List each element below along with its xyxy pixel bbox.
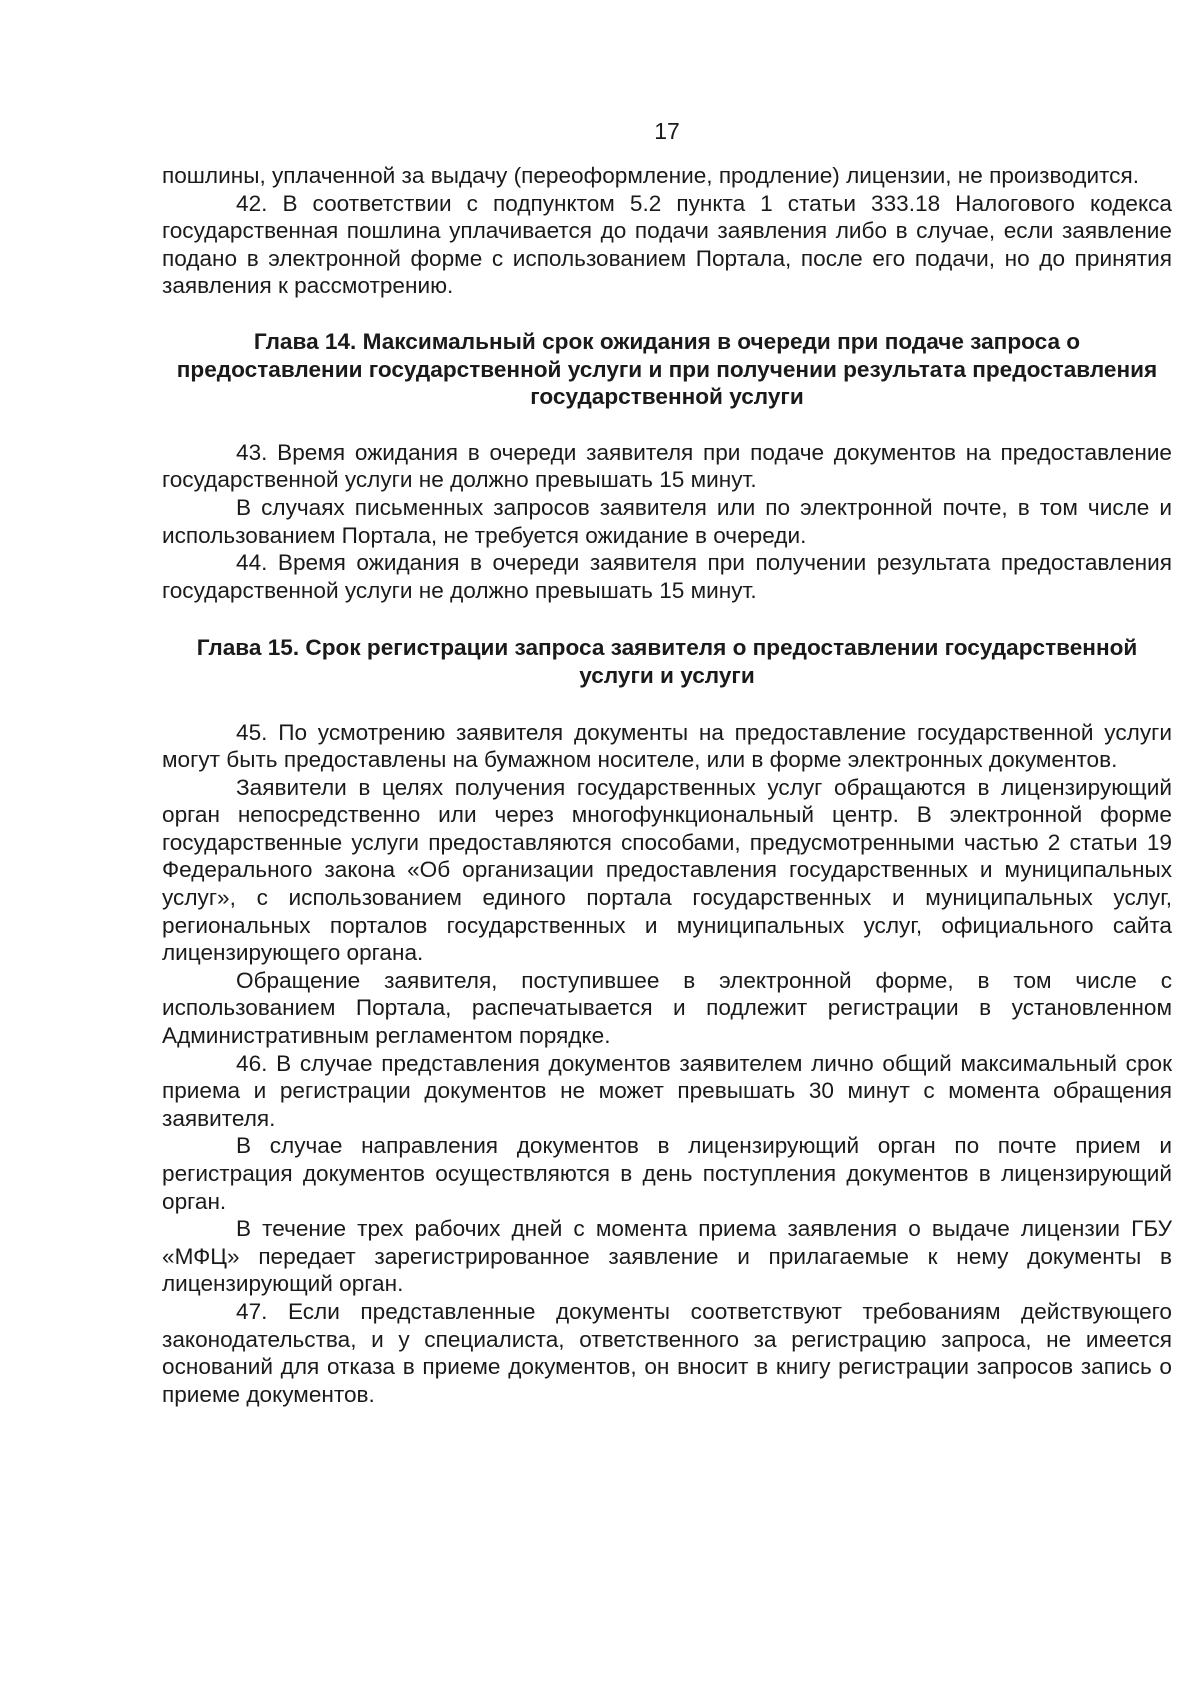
paragraph-46-postal: В случае направления документов в лицензирующий орган по почте прием и регистрация документов осуществляются в день поступления документов в лицензирующий орган. [162, 1133, 1172, 1214]
document-page [162, 118, 1172, 1408]
paragraph-45: 45. По усмотрению заявителя документы на предоставление государственной услуги могут быть предоставлены на бумажном носителе, или в форме электронных документов. [162, 719, 1172, 773]
paragraph-fee-continuation: пошлины, уплаченной за выдачу (переоформление, продление) лицензии, не производится. [162, 163, 1139, 188]
paragraph-43: 43. Время ожидания в очереди заявителя при подаче документов на предоставление государственной услуги не должно превышать 15 минут. [162, 439, 1172, 493]
chapter-14-heading: Глава 14. Максимальный срок ожидания в очереди при подаче запроса о предоставлении государственной услуги и при получении результата предоставления государственной услуги [176, 328, 1158, 410]
paragraph-45-electronic-request: Обращение заявителя, поступившее в электронной форме, в том числе с использованием Портала, распечатывается и подлежит регистрации в установленном Административным регламентом порядке. [162, 967, 1172, 1049]
page-number: 17 [654, 118, 680, 144]
paragraph-45-applicants: Заявители в целях получения государственных услуг обращаются в лицензирующий орган непосредственно или через многофункциональный центр. В электронной форме государственные услуги предоставляются способами, предусмотренными частью 2 статьи 19 Федерального закона «Об организации предоставления государственных и муниципальных услуг», с использованием единого портала государственных и муниципальных услуг, региональных порталов государственных и муниципальных услуг, официального сайта лицензирующего органа. [162, 774, 1172, 966]
paragraph-46-mfc-transfer: В течение трех рабочих дней с момента приема заявления о выдаче лицензии ГБУ «МФЦ» передает зарегистрированное заявление и прилагаемые к нему документы в лицензирующий орган. [162, 1216, 1172, 1297]
paragraph-46: 46. В случае представления документов заявителем лично общий максимальный срок приема и регистрации документов не может превышать 30 минут с момента обращения заявителя. [162, 1050, 1172, 1131]
paragraph-44: 44. Время ожидания в очереди заявителя при получении результата предоставления государственной услуги не должно превышать 15 минут. [162, 550, 1172, 603]
chapter-15-heading: Глава 15. Срок регистрации запроса заявителя о предоставлении государственной услуги и услуги [196, 635, 1138, 688]
paragraph-47: 47. Если представленные документы соответствуют требованиям действующего законодательства, и у специалиста, ответственного за регистрацию запроса, не имеется оснований для отказа в приеме документов, он вносит в книгу регистрации запросов запись о приеме документов. [162, 1298, 1172, 1407]
paragraph-43-written-requests: В случаях письменных запросов заявителя или по электронной почте, в том числе и использованием Портала, не требуется ожидание в очереди. [162, 494, 1172, 548]
paragraph-42: 42. В соответствии с подпунктом 5.2 пункта 1 статьи 333.18 Налогового кодекса государственная пошлина уплачивается до подачи заявления либо в случае, если заявление подано в электронной форме с использованием Портала, после его подачи, но до принятия заявления к рассмотрению. [162, 190, 1172, 299]
